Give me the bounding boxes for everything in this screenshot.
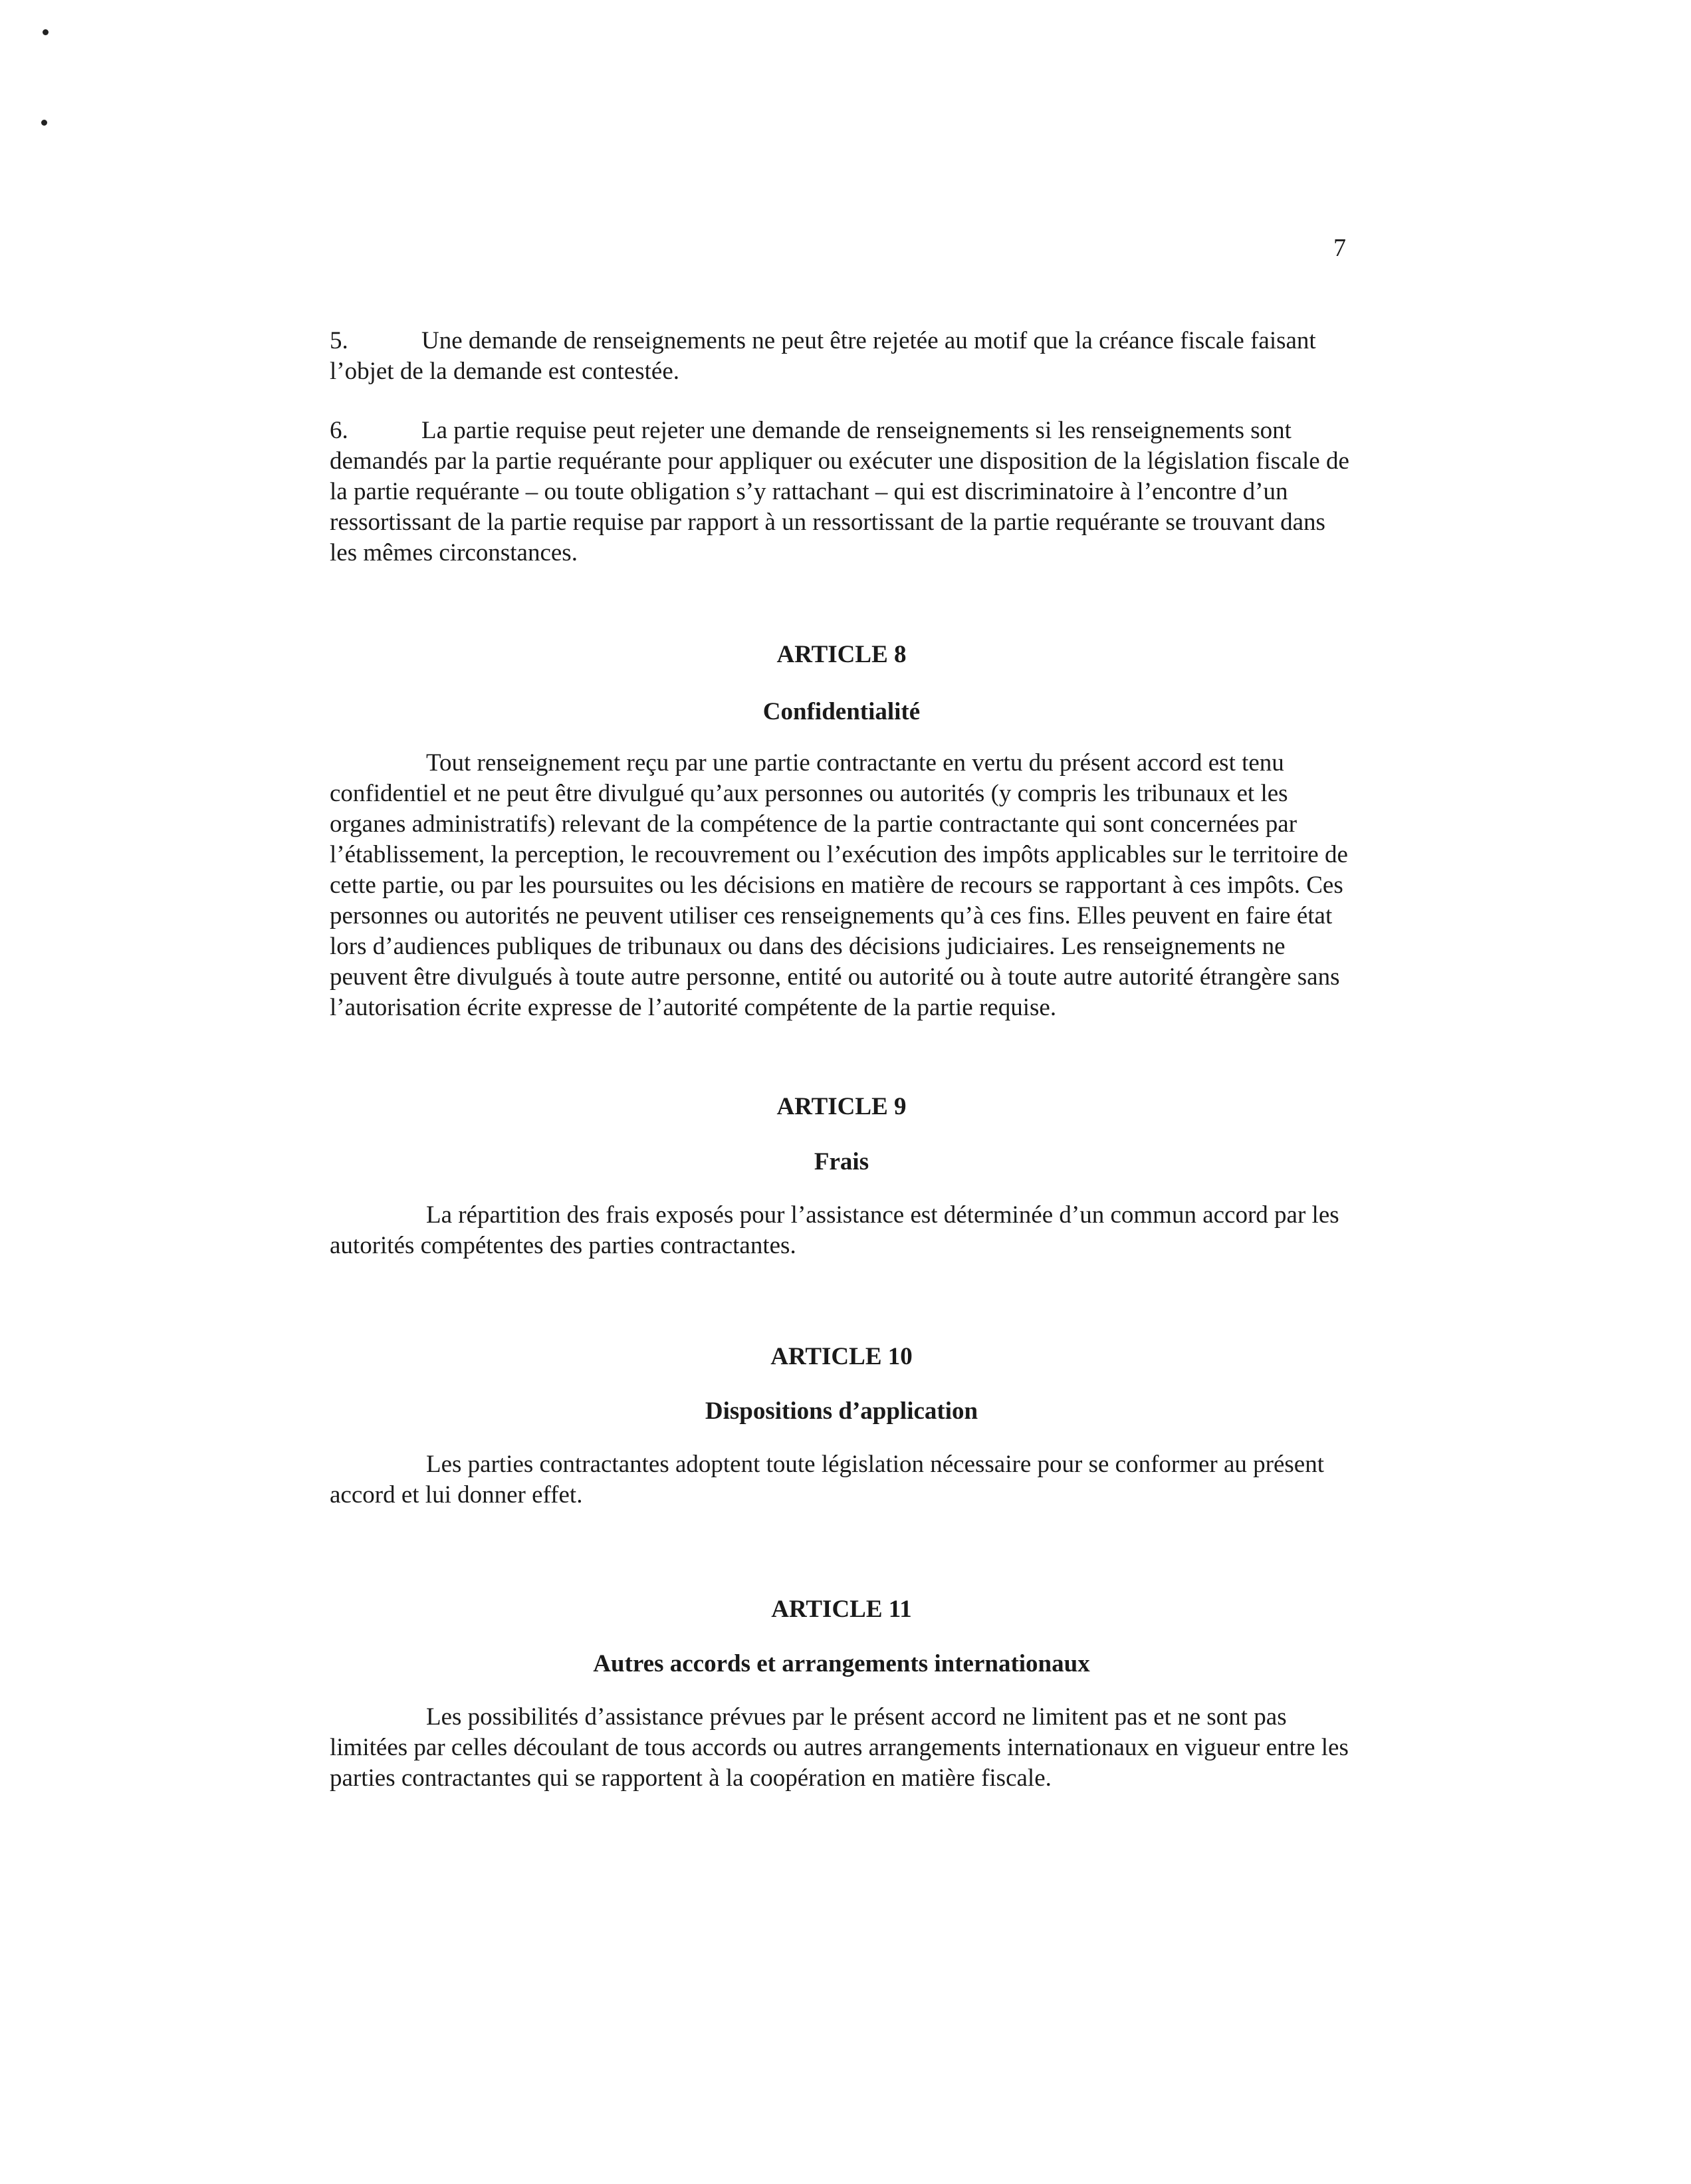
paragraph-5 (330, 326, 1353, 387)
article-9-text: La répartition des frais exposés pour l’assistance est déterminée d’un commun accord par les autorités compétentes des parties contractantes. (330, 1201, 1339, 1259)
article-11-title: Autres accords et arrangements internationaux (593, 1650, 1090, 1677)
scan-mark-dot (41, 120, 47, 126)
article-11-text: Les possibilités d’assistance prévues par le présent accord ne limitent pas et ne sont pas limitées par celles découlant de tous accords ou autres arrangements internationaux en vigueur entre les parties contractantes qui se rapportent à la coopération en matière fiscale. (330, 1703, 1349, 1792)
article-9-title: Frais (814, 1148, 869, 1175)
paragraph-text: La partie requise peut rejeter une demande de renseignements si les renseignements sont demandés par la partie requérante pour appliquer ou exécuter une disposition de la législation fiscale de la partie requérante – ou toute obligation s’y rattachant – qui est discriminatoire à l’encontre d’un ressortissant de la partie requise par rapport à un ressortissant de la partie requérante se trouvant dans les mêmes circonstances. (330, 417, 1349, 566)
paragraph-number: 6. (330, 417, 348, 444)
paragraph-6 (330, 416, 1353, 568)
article-9-heading: ARTICLE 9 (776, 1093, 907, 1120)
article-8-title: Confidentialité (762, 698, 921, 725)
article-10-heading: ARTICLE 10 (770, 1343, 913, 1370)
paragraph-text: Une demande de renseignements ne peut être rejetée au motif que la créance fiscale faisant l’objet de la demande est contestée. (330, 327, 1316, 385)
scan-mark-dot (43, 29, 49, 35)
article-10-text: Les parties contractantes adoptent toute législation nécessaire pour se conformer au présent accord et lui donner effet. (330, 1451, 1325, 1509)
article-10-title: Dispositions d’application (705, 1397, 978, 1425)
article-8-heading: ARTICLE 8 (776, 641, 907, 668)
article-8-text: Tout renseignement reçu par une partie contractante en vertu du présent accord est tenu confidentiel et ne peut être divulgué qu’aux personnes ou autorités (y compris les tribunaux et les organes administratifs) relevant de la compétence de la partie contractante qui sont concernées par l’établissement, la perception, le recouvrement ou l’exécution des impôts applicables sur le territoire de cette partie, ou par les poursuites ou les décisions en matière de recours se rapportant à ces impôts. Ces personnes ou autorités ne peuvent utiliser ces renseignements qu’à ces fins. Elles peuvent en faire état lors d’audiences publiques de tribunaux ou dans des décisions judiciaires. Les renseignements ne peuvent être divulgués à toute autre personne, entité ou autorité ou à toute autre autorité étrangère sans l’autorisation écrite expresse de l’autorité compétente de la partie requise. (330, 749, 1348, 1021)
article-11-heading: ARTICLE 11 (771, 1596, 912, 1623)
paragraph-number: 5. (330, 327, 348, 354)
page-number: 7 (1333, 234, 1346, 262)
